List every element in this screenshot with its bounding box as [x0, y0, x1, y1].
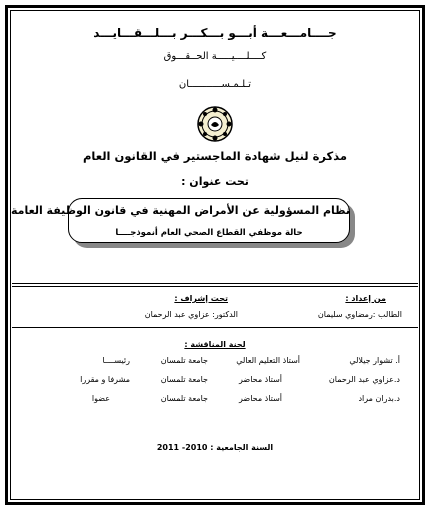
academic-year: السنة الجامعية : 2010- 2011	[156, 443, 274, 452]
divider-middle	[12, 327, 418, 328]
member-name: د.عزاوي عبد الرحمان	[328, 375, 400, 384]
student-name: الطالب :رمضاوي سليمان	[317, 310, 402, 319]
divider-top	[12, 283, 418, 284]
member-role: رئيســــا	[102, 356, 130, 365]
city-name: تـلـمـســـــــــــان	[178, 79, 252, 90]
supervisor-name: الدكتور: عزاوي عبد الرحمان	[144, 310, 238, 319]
faculty-name: كــــلــــيـــــة الحــقـــوق	[163, 51, 267, 62]
prepared-by-label: من إعداد :	[345, 294, 386, 303]
university-name: جــــامـــعـــة أبـــو بـــكـــر بـــلـــقـــايـــد	[93, 26, 337, 40]
supervision-label: تحت إشراف :	[174, 294, 228, 303]
committee-label: لجنة المناقشة :	[184, 340, 246, 349]
member-name: أ. تشوار جيلالي	[349, 356, 400, 365]
member-role: عضوا	[91, 394, 110, 403]
thesis-title: نظام المسؤولية عن الأمراض المهنية في قانون الوظيفة العامة	[11, 204, 350, 217]
member-role: مشرفا و مقررا	[80, 375, 130, 384]
member-rank: أستاذ محاضر	[239, 375, 282, 384]
memo-line: مذكرة لنيل شهادة الماجستير في القانون العام	[83, 149, 347, 163]
member-rank: أستاذ التعليم العالي	[236, 356, 300, 365]
member-rank: أستاذ محاضر	[239, 394, 282, 403]
member-name: د.بدران مراد	[358, 394, 400, 403]
divider-top-double	[12, 286, 418, 287]
member-university: جامعة تلمسان	[160, 394, 208, 403]
member-university: جامعة تلمسان	[160, 375, 208, 384]
university-seal-icon	[196, 105, 234, 143]
under-title-label: تحت عنوان :	[181, 175, 249, 188]
member-university: جامعة تلمسان	[160, 356, 208, 365]
thesis-subtitle: حالة موظفي القطاع الصحي العام أنموذجــــا	[115, 228, 303, 238]
